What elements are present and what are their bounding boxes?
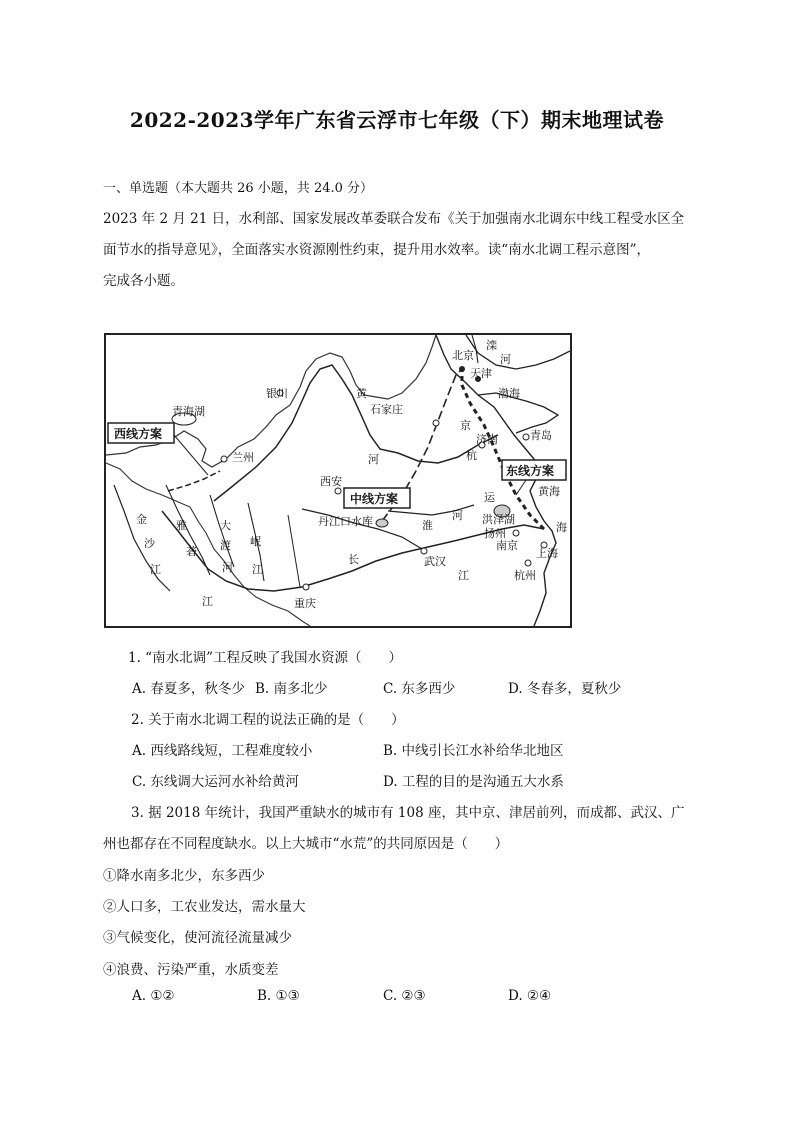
question-3-statement-4: ④浪费、污染严重，水质变差 [103, 962, 279, 978]
question-2-stem: 2. 关于南水北调工程的说法正确的是（ ） [131, 712, 405, 728]
label-qinghai-lake: 青海湖 [172, 405, 205, 418]
question-3-statement-3: ③气候变化，使河流径流量减少 [103, 930, 292, 946]
west-route-line [168, 471, 220, 491]
label-jiang: 江 [458, 569, 469, 582]
question-2-option-b[interactable]: B. 中线引长江水补给华北地区 [383, 743, 564, 759]
label-chang: 长 [348, 553, 359, 566]
south-north-water-map [104, 333, 572, 628]
jinsha-river [114, 485, 170, 591]
question-3-statement-2: ②人口多，工农业发达，需水量大 [103, 899, 306, 915]
label-east-scheme: 东线方案 [506, 464, 555, 478]
hangzhou-marker [525, 560, 531, 566]
intro-line: 2023 年 2 月 21 日，水利部、国家发展改革委联合发布《关于加强南水北调东中线工程受水区全 [103, 211, 685, 227]
wuhan-marker [421, 548, 427, 554]
label-he: 河 [368, 453, 379, 466]
question-3-option-d[interactable]: D. ②④ [508, 988, 552, 1004]
label-west-scheme: 西线方案 [114, 427, 163, 441]
region-boundary [106, 335, 436, 467]
label-hangzhou: 杭州 [514, 569, 536, 582]
question-1-option-a[interactable]: A. 春夏多，秋冬少 [132, 681, 245, 697]
tributary-river [288, 515, 300, 587]
label-huai: 淮 [422, 519, 433, 532]
intro-paragraph [103, 204, 693, 297]
xian-marker [335, 488, 341, 494]
label-jinsha-2: 沙 [144, 537, 155, 550]
label-yinchuan: 银川 [266, 387, 288, 400]
question-3-option-b[interactable]: B. ①③ [257, 988, 300, 1004]
danjiangkou-reservoir-shape [376, 519, 388, 527]
question-2-option-c[interactable]: C. 东线调大运河水补给黄河 [132, 774, 299, 790]
label-jinsha-3: 江 [150, 563, 161, 576]
beijing-marker [459, 366, 465, 372]
question-2-option-d[interactable]: D. 工程的目的是沟通五大水系 [383, 774, 564, 790]
label-yalong-3: 江 [202, 595, 213, 608]
question-1-option-b[interactable]: B. 南多北少 [255, 681, 328, 697]
qingdao-marker [523, 434, 529, 440]
question-3-option-a[interactable]: A. ①② [132, 988, 175, 1004]
question-3-option-c[interactable]: C. ②③ [383, 988, 426, 1004]
label-lanzhou: 兰州 [232, 451, 254, 464]
label-xian: 西安 [320, 475, 342, 488]
label-luan-2: 河 [500, 353, 511, 366]
label-jinsha-1: 金 [136, 513, 147, 526]
label-jing: 京 [460, 419, 471, 432]
label-min-1: 岷 [250, 535, 261, 548]
nanjing-marker [513, 530, 519, 536]
label-jinan: 济南 [476, 433, 498, 446]
shijiazhuang-marker [433, 420, 439, 426]
question-1-option-c[interactable]: C. 东多西少 [383, 681, 456, 697]
page-title: 2022-2023学年广东省云浮市七年级（下）期末地理试卷 [129, 108, 665, 132]
question-2-option-a[interactable]: A. 西线路线短，工程难度较小 [132, 743, 313, 759]
label-yalong-2: 砻 [186, 545, 197, 558]
label-luan-1: 滦 [486, 339, 497, 352]
label-chongqing: 重庆 [294, 597, 316, 610]
label-dadu-3: 河 [222, 561, 233, 574]
label-hongze: 洪泽湖 [482, 513, 515, 526]
label-hai: 海 [556, 521, 567, 534]
label-hang: 杭 [466, 449, 477, 462]
question-1-option-d[interactable]: D. 冬春多，夏秋少 [508, 681, 622, 697]
intro-line: 面节水的指导意见》，全面落实水资源刚性约束，提升用水效率。读“南水北调工程示意图”， [103, 242, 651, 258]
label-nanjing: 南京 [496, 539, 518, 552]
label-yun: 运 [484, 491, 495, 504]
label-shijiazhuang: 石家庄 [370, 403, 403, 416]
label-beijing: 北京 [452, 349, 474, 362]
label-yalong-1: 雅 [176, 519, 187, 532]
section-heading: 一、单选题（本大题共 26 小题，共 24.0 分） [103, 181, 374, 196]
label-river-he2: 河 [452, 509, 463, 522]
label-shanghai: 上海 [536, 547, 558, 560]
label-yangzhou: 扬州 [484, 527, 506, 540]
label-danjiangkou: 丹江口水库 [318, 515, 373, 528]
lanzhou-marker [221, 456, 227, 462]
label-qingdao: 青岛 [530, 429, 552, 442]
label-huang: 黄 [356, 387, 367, 400]
label-min-2: 江 [252, 563, 263, 576]
label-dadu-1: 大 [220, 519, 231, 532]
west-scheme-pointer [174, 435, 208, 475]
liaodong-coast [466, 335, 570, 369]
question-3-stem-line1: 3. 据 2018 年统计，我国严重缺水的城市有 108 座，其中京、津居前列，而成都、武汉、广 [131, 805, 685, 821]
label-tianjin: 天津 [470, 367, 492, 380]
label-huanghai: 黄海 [538, 485, 560, 498]
chongqing-marker [303, 584, 309, 590]
label-middle-scheme: 中线方案 [350, 492, 399, 506]
question-1-stem: 1. “南水北调”工程反映了我国水资源（ ） [128, 650, 402, 666]
question-3-statement-1: ①降水南多北少，东多西少 [103, 868, 265, 884]
intro-line: 完成各小题。 [103, 273, 184, 289]
east-scheme-pointer [516, 480, 526, 495]
label-bohai: 渤海 [498, 387, 520, 400]
map-svg [106, 335, 570, 626]
label-dadu-2: 渡 [220, 539, 231, 552]
question-3-stem-line2: 州也都存在不同程度缺水。以上大城市“水荒”的共同原因是（ ） [103, 836, 509, 852]
label-wuhan: 武汉 [424, 555, 446, 568]
